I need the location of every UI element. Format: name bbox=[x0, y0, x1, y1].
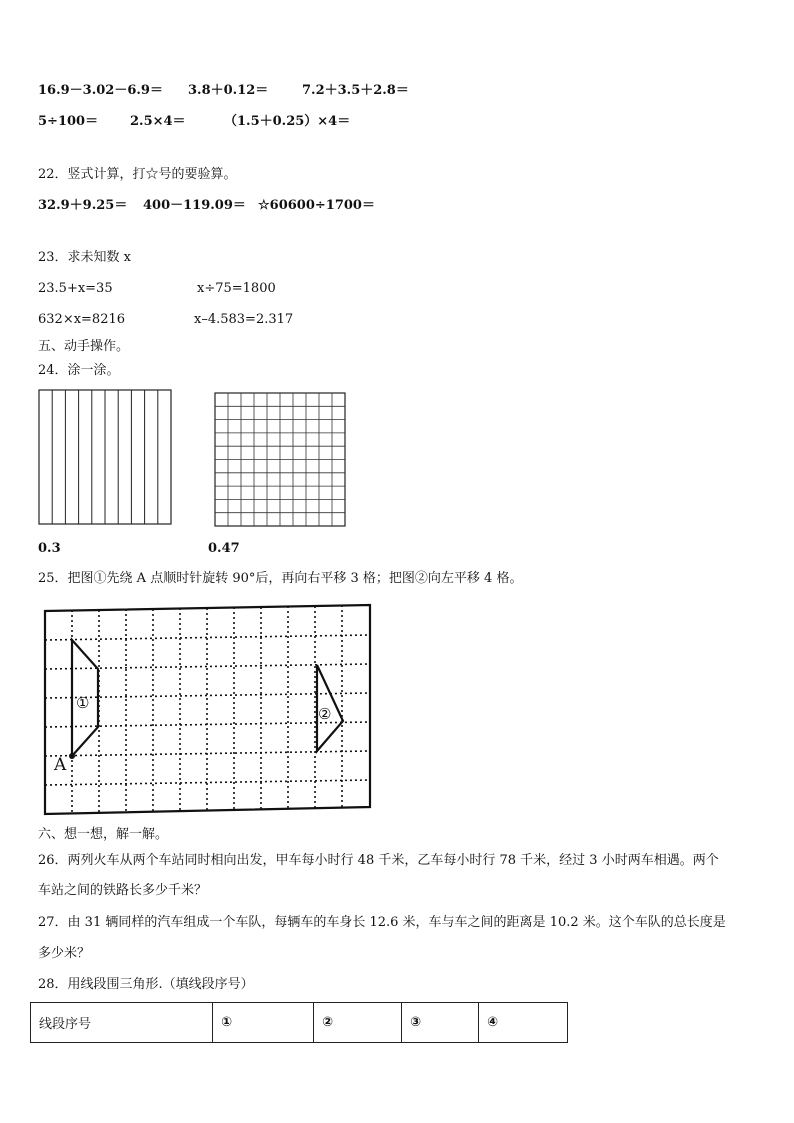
q23-eq-2: x÷75=1800 bbox=[197, 281, 276, 296]
question-23-title: 23．求未知数 x bbox=[38, 250, 132, 265]
calc-1: 16.9－3.02－6.9＝ bbox=[38, 83, 163, 98]
table-cell: ④ bbox=[479, 1003, 568, 1043]
strips-label: 0.3 bbox=[38, 541, 61, 556]
strips-figure bbox=[38, 389, 174, 527]
question-25-title: 25．把图①先绕 A 点顺时针旋转 90°后，再向右平移 3 格；把图②向左平移 4 格。 bbox=[38, 571, 523, 586]
q22-calc-1: 32.9＋9.25＝ bbox=[38, 198, 128, 213]
table-cell: ① bbox=[213, 1003, 314, 1043]
table-cell: ② bbox=[314, 1003, 402, 1043]
q23-eq-4: x–4.583=2.317 bbox=[194, 312, 294, 327]
shape-1-label: ① bbox=[76, 694, 90, 712]
grid-label: 0.47 bbox=[208, 541, 240, 556]
question-26-line2: 车站之间的铁路长多少千米？ bbox=[38, 883, 208, 898]
q22-calc-2: 400－119.09＝ bbox=[143, 198, 246, 213]
segment-table bbox=[30, 1002, 568, 1043]
table-header-cell: 线段序号 bbox=[31, 1003, 213, 1043]
section-6-heading: 六、想一想，解一解。 bbox=[38, 827, 169, 842]
question-26-line1: 26．两列火车从两个车站同时相向出发，甲车每小时行 48 千米，乙车每小时行 78 千米，经过 3 小时两车相遇。两个 bbox=[38, 853, 719, 868]
calc-2: 3.8＋0.12＝ bbox=[188, 83, 269, 98]
point-a-label: A bbox=[54, 755, 67, 775]
question-24-title: 24．涂一涂。 bbox=[38, 363, 120, 378]
shape-2-label: ② bbox=[318, 705, 332, 723]
question-22-title: 22．竖式计算，打☆号的要验算。 bbox=[38, 167, 237, 182]
question-28-title: 28．用线段围三角形.（填线段序号） bbox=[38, 977, 254, 992]
table-cell: ③ bbox=[402, 1003, 479, 1043]
calc-6: （1.5＋0.25）×4＝ bbox=[224, 114, 351, 129]
question-27-line1: 27．由 31 辆同样的汽车组成一个车队，每辆车的车身长 12.6 米，车与车之间的距离是 10.2 米。这个车队的总长度是 bbox=[38, 915, 726, 930]
question-27-line2: 多少米？ bbox=[38, 946, 91, 961]
q23-eq-3: 632×x=8216 bbox=[38, 312, 126, 327]
q23-eq-1: 23.5+x=35 bbox=[38, 281, 113, 296]
calc-4: 5÷100＝ bbox=[38, 114, 99, 129]
point-a bbox=[69, 753, 75, 759]
calc-3: 7.2＋3.5＋2.8＝ bbox=[302, 83, 409, 98]
q22-calc-3: ☆60600÷1700＝ bbox=[258, 198, 375, 213]
section-5-heading: 五、动手操作。 bbox=[38, 339, 130, 354]
calc-5: 2.5×4＝ bbox=[130, 114, 186, 129]
hundred-grid-figure bbox=[214, 392, 348, 528]
table-row bbox=[31, 1003, 568, 1043]
